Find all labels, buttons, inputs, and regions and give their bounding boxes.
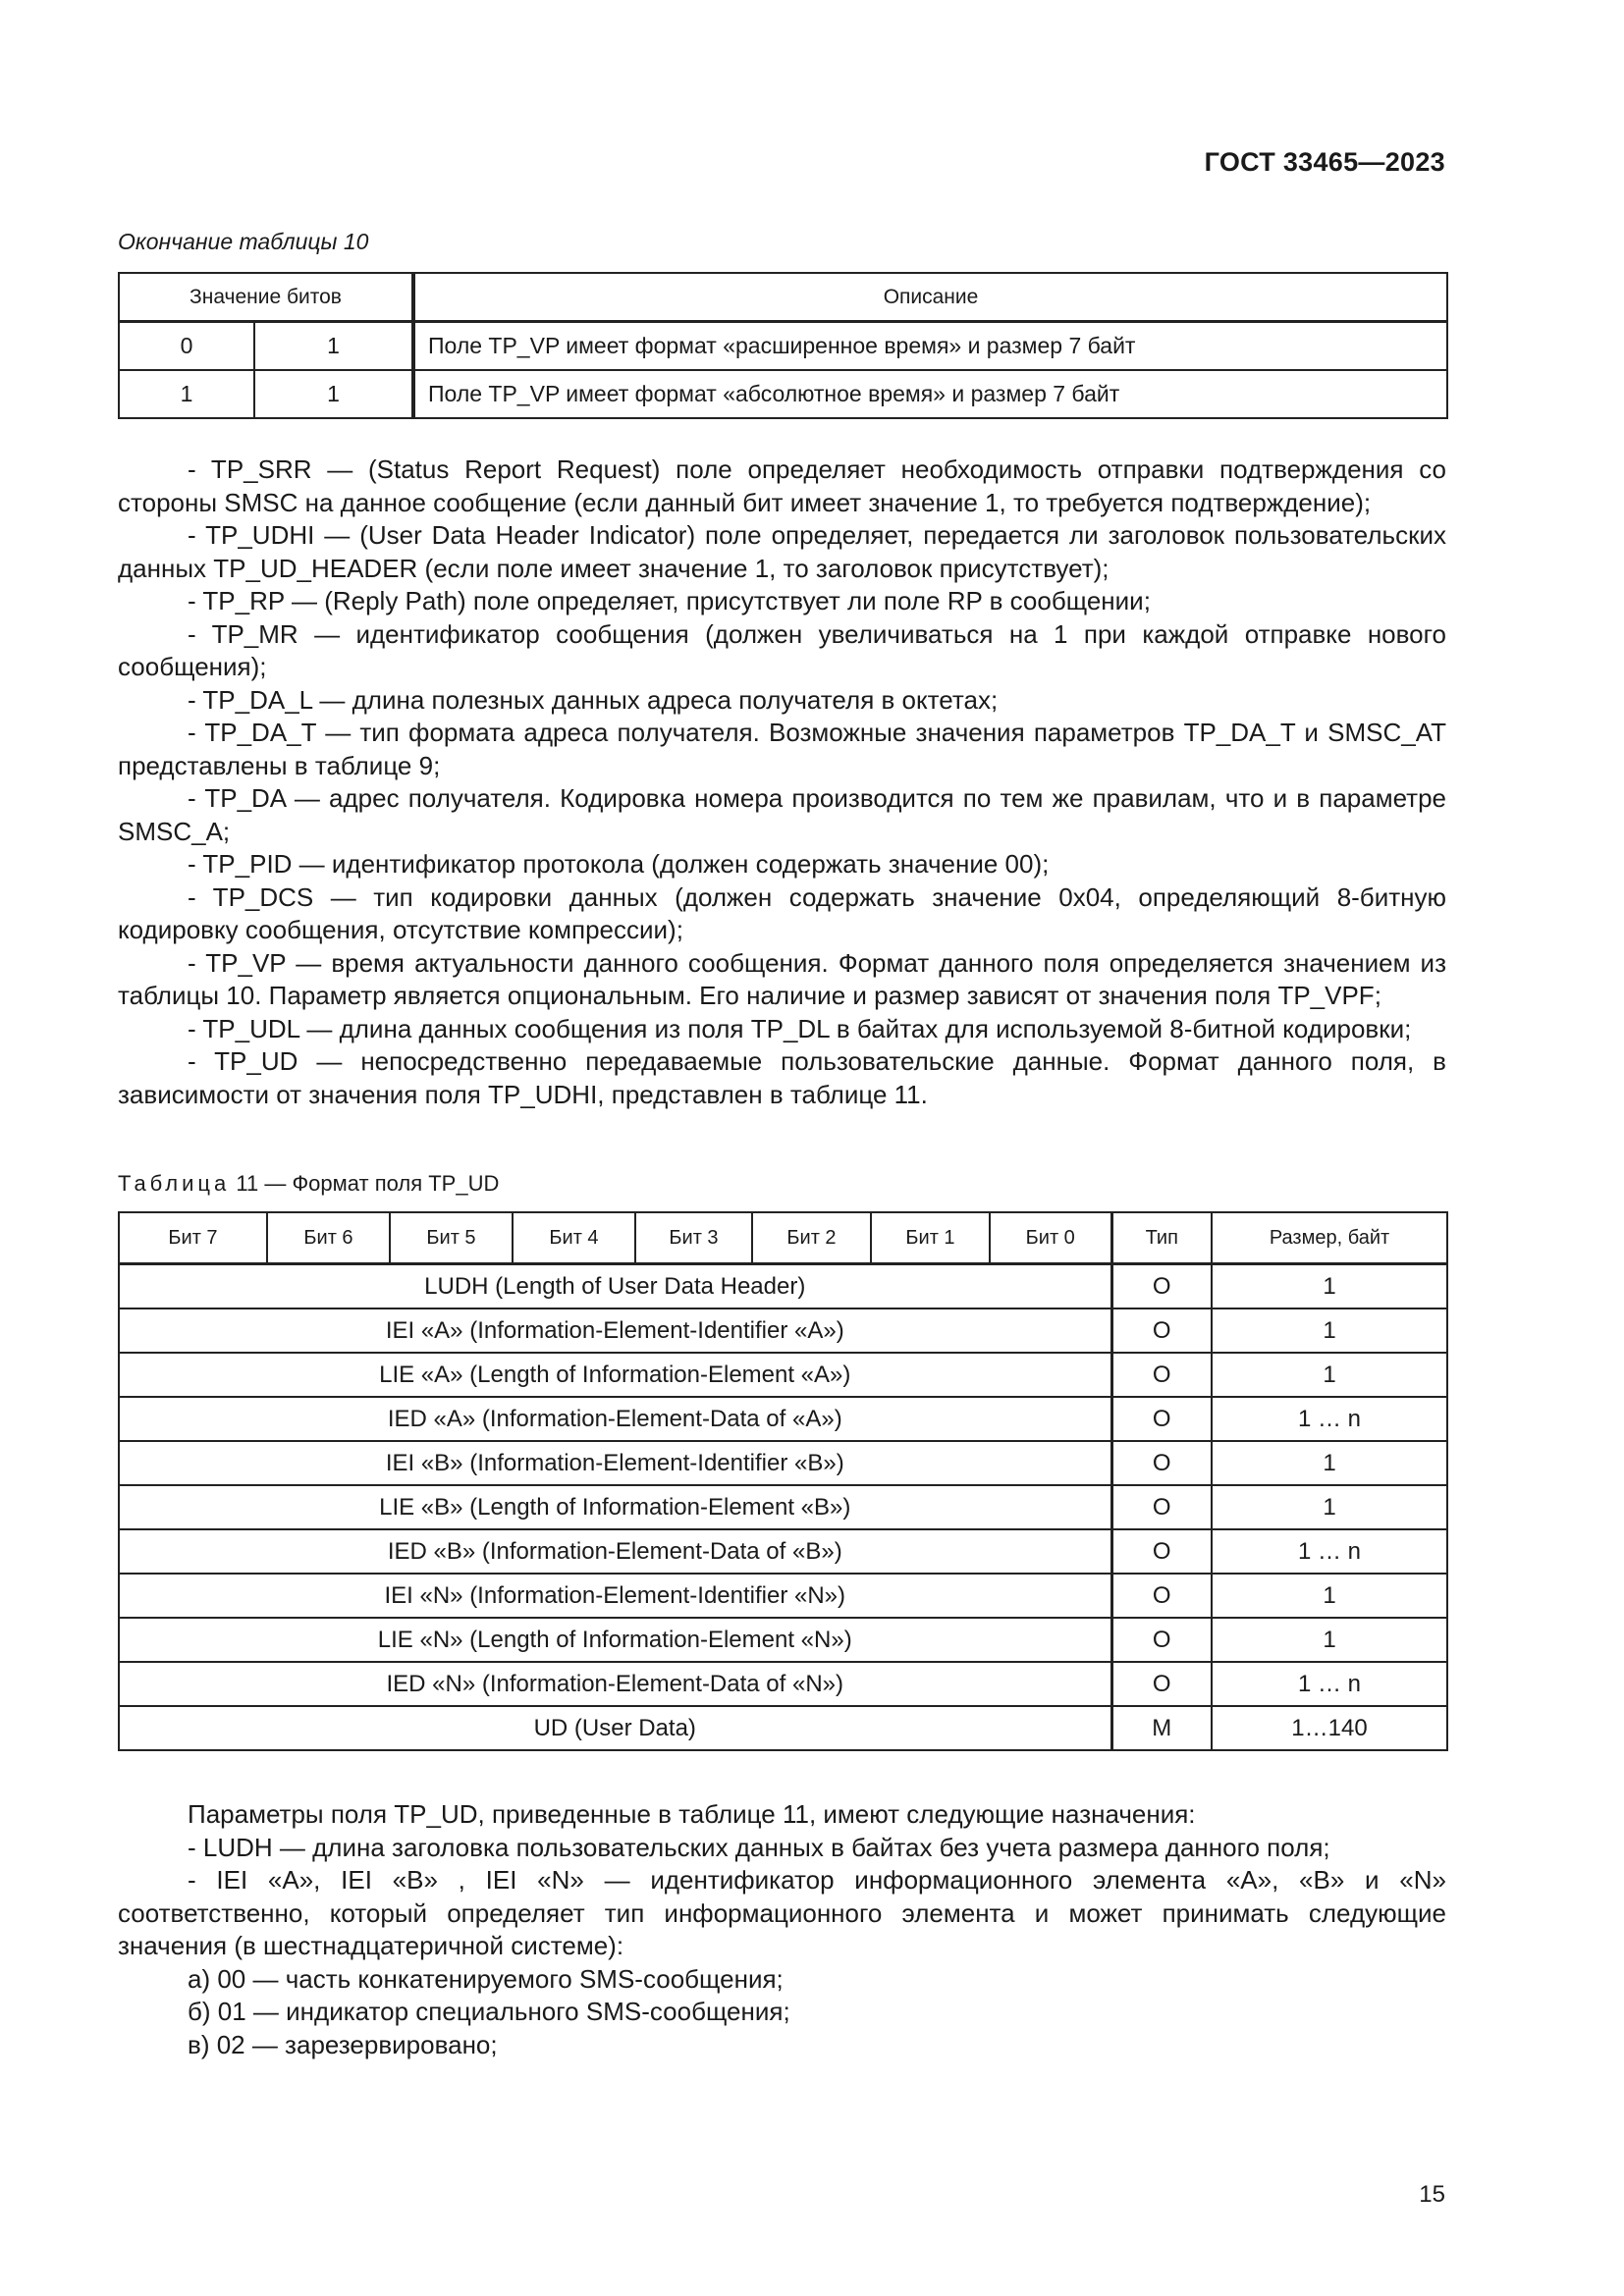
size-cell: 1 xyxy=(1212,1574,1447,1618)
table-row xyxy=(119,1308,1447,1353)
paragraph: - TP_UDL — длина данных сообщения из поля TP_DL в байтах для используемой 8-битной кодировки; xyxy=(188,1013,1412,1043)
table-row xyxy=(119,1397,1447,1441)
list-item: б) 01 — индикатор специального SMS-сообщения; xyxy=(188,1997,790,2026)
bit3-header: Бит 3 xyxy=(635,1212,752,1264)
paragraph: - TP_PID — идентификатор протокола (должен содержать значение 00); xyxy=(188,849,1050,879)
table-11 xyxy=(118,1211,1448,1751)
size-cell: 1 xyxy=(1212,1485,1447,1529)
size-cell: 1 xyxy=(1212,1308,1447,1353)
table-header-row xyxy=(119,1212,1447,1264)
type-cell: O xyxy=(1111,1618,1212,1662)
field-name-cell: IEI «N» (Information-Element-Identifier «N») xyxy=(119,1574,1111,1618)
table-row xyxy=(119,322,1447,371)
bit6-header: Бит 6 xyxy=(267,1212,390,1264)
field-name-cell: LUDH (Length of User Data Header) xyxy=(119,1264,1111,1309)
table11-caption-title: 11 — Формат поля TP_UD xyxy=(236,1171,500,1196)
type-cell: M xyxy=(1111,1706,1212,1750)
table-row xyxy=(119,1441,1447,1485)
size-cell: 1 … n xyxy=(1212,1662,1447,1706)
paragraph: Параметры поля TP_UD, приведенные в таблице 11, имеют следующие назначения: xyxy=(188,1799,1196,1829)
field-name-cell: LIE «N» (Length of Information-Element «N») xyxy=(119,1618,1111,1662)
table11-caption-word: Таблица xyxy=(118,1171,231,1196)
paragraph: - TP_UD — непосредственно передаваемые пользовательские данные. Формат данного поля, в зависимости от значения поля TP_UDHI, представлен в таблице 11. xyxy=(118,1046,1446,1109)
bit2-header: Бит 2 xyxy=(752,1212,871,1264)
bit-value-cell: 1 xyxy=(254,370,413,418)
table10-continuation-caption: Окончание таблицы 10 xyxy=(118,229,369,254)
description-header: Описание xyxy=(413,273,1447,322)
table-row xyxy=(119,1353,1447,1397)
bit-value-cell: 1 xyxy=(254,322,413,371)
paragraph: - TP_DA — адрес получателя. Кодировка номера производится по тем же правилам, что и в параметре SMSC_A; xyxy=(118,783,1446,846)
table-header-row xyxy=(119,273,1447,322)
size-cell: 1 xyxy=(1212,1618,1447,1662)
page-number: 15 xyxy=(1419,2181,1445,2208)
size-cell: 1…140 xyxy=(1212,1706,1447,1750)
size-header: Размер, байт xyxy=(1212,1212,1447,1264)
field-name-cell: IED «A» (Information-Element-Data of «A») xyxy=(119,1397,1111,1441)
bit5-header: Бит 5 xyxy=(390,1212,513,1264)
bit1-header: Бит 1 xyxy=(871,1212,990,1264)
size-cell: 1 … n xyxy=(1212,1529,1447,1574)
field-name-cell: IED «B» (Information-Element-Data of «B») xyxy=(119,1529,1111,1574)
paragraph: - TP_UDHI — (User Data Header Indicator) поле определяет, передается ли заголовок пользовательских данных TP_UD_HEADER (если поле имеет значение 1, то заголовок присутствует); xyxy=(118,520,1446,583)
field-name-cell: LIE «B» (Length of Information-Element «B») xyxy=(119,1485,1111,1529)
description-cell: Поле TP_VP имеет формат «абсолютное время» и размер 7 байт xyxy=(413,370,1447,418)
paragraph: - TP_RP — (Reply Path) поле определяет, присутствует ли поле RP в сообщении; xyxy=(188,586,1151,615)
type-cell: O xyxy=(1111,1485,1212,1529)
table11-caption xyxy=(118,1171,499,1197)
field-name-cell: IED «N» (Information-Element-Data of «N») xyxy=(119,1662,1111,1706)
table-row xyxy=(119,1574,1447,1618)
paragraph: - TP_SRR — (Status Report Request) поле определяет необходимость отправки подтверждения со стороны SMSC на данное сообщение (если данный бит имеет значение 1, то требуется подтверждение); xyxy=(118,454,1446,517)
paragraph: - IEI «A», IEI «B» , IEI «N» — идентификатор информационного элемента «A», «B» и «N» соответственно, который определяет тип информационного элемента и может принимать следующие значения (в шестнадцатеричной системе): xyxy=(118,1865,1446,1960)
description-cell: Поле TP_VP имеет формат «расширенное время» и размер 7 байт xyxy=(413,322,1447,371)
paragraph: - LUDH — длина заголовка пользовательских данных в байтах без учета размера данного поля; xyxy=(188,1832,1330,1862)
paragraph: - TP_DA_L — длина полезных данных адреса получателя в октетах; xyxy=(188,684,999,715)
field-name-cell: LIE «A» (Length of Information-Element «A») xyxy=(119,1353,1111,1397)
list-item: в) 02 — зарезервировано; xyxy=(188,2029,498,2059)
size-cell: 1 … n xyxy=(1212,1397,1447,1441)
type-cell: O xyxy=(1111,1529,1212,1574)
bit0-header: Бит 0 xyxy=(990,1212,1111,1264)
type-cell: O xyxy=(1111,1353,1212,1397)
table-10 xyxy=(118,272,1448,419)
table-row xyxy=(119,1529,1447,1574)
table-row xyxy=(119,1706,1447,1750)
list-item: а) 00 — часть конкатенируемого SMS-сообщения; xyxy=(188,1963,784,1994)
type-cell: O xyxy=(1111,1662,1212,1706)
tp-ud-parameters xyxy=(118,1798,1446,2061)
type-header: Тип xyxy=(1111,1212,1212,1264)
bit4-header: Бит 4 xyxy=(513,1212,635,1264)
type-cell: O xyxy=(1111,1574,1212,1618)
paragraph: - TP_MR — идентификатор сообщения (должен увеличиваться на 1 при каждой отправке нового сообщения); xyxy=(118,618,1446,681)
paragraph: - TP_DA_T — тип формата адреса получателя. Возможные значения параметров TP_DA_T и SMSC_AT представлены в таблице 9; xyxy=(118,718,1446,780)
size-cell: 1 xyxy=(1212,1353,1447,1397)
type-cell: O xyxy=(1111,1441,1212,1485)
bits-value-header: Значение битов xyxy=(119,273,413,322)
field-name-cell: IEI «A» (Information-Element-Identifier «A») xyxy=(119,1308,1111,1353)
size-cell: 1 xyxy=(1212,1441,1447,1485)
document-header: ГОСТ 33465—2023 xyxy=(1204,147,1445,177)
bit7-header: Бит 7 xyxy=(119,1212,267,1264)
field-name-cell: IEI «B» (Information-Element-Identifier «B») xyxy=(119,1441,1111,1485)
field-name-cell: UD (User Data) xyxy=(119,1706,1111,1750)
table-row xyxy=(119,1662,1447,1706)
table-row xyxy=(119,1618,1447,1662)
field-descriptions xyxy=(118,454,1446,1111)
bit-value-cell: 1 xyxy=(119,370,254,418)
table-row xyxy=(119,370,1447,418)
bit-value-cell: 0 xyxy=(119,322,254,371)
size-cell: 1 xyxy=(1212,1264,1447,1309)
table-row xyxy=(119,1264,1447,1309)
paragraph: - TP_DCS — тип кодировки данных (должен содержать значение 0x04, определяющий 8-битную кодировку сообщения, отсутствие компрессии); xyxy=(118,881,1446,944)
type-cell: O xyxy=(1111,1264,1212,1309)
type-cell: O xyxy=(1111,1308,1212,1353)
paragraph: - TP_VP — время актуальности данного сообщения. Формат данного поля определяется значением из таблицы 10. Параметр является опциональным. Его наличие и размер зависят от значения поля TP_VPF; xyxy=(118,947,1446,1010)
type-cell: O xyxy=(1111,1397,1212,1441)
table-row xyxy=(119,1485,1447,1529)
